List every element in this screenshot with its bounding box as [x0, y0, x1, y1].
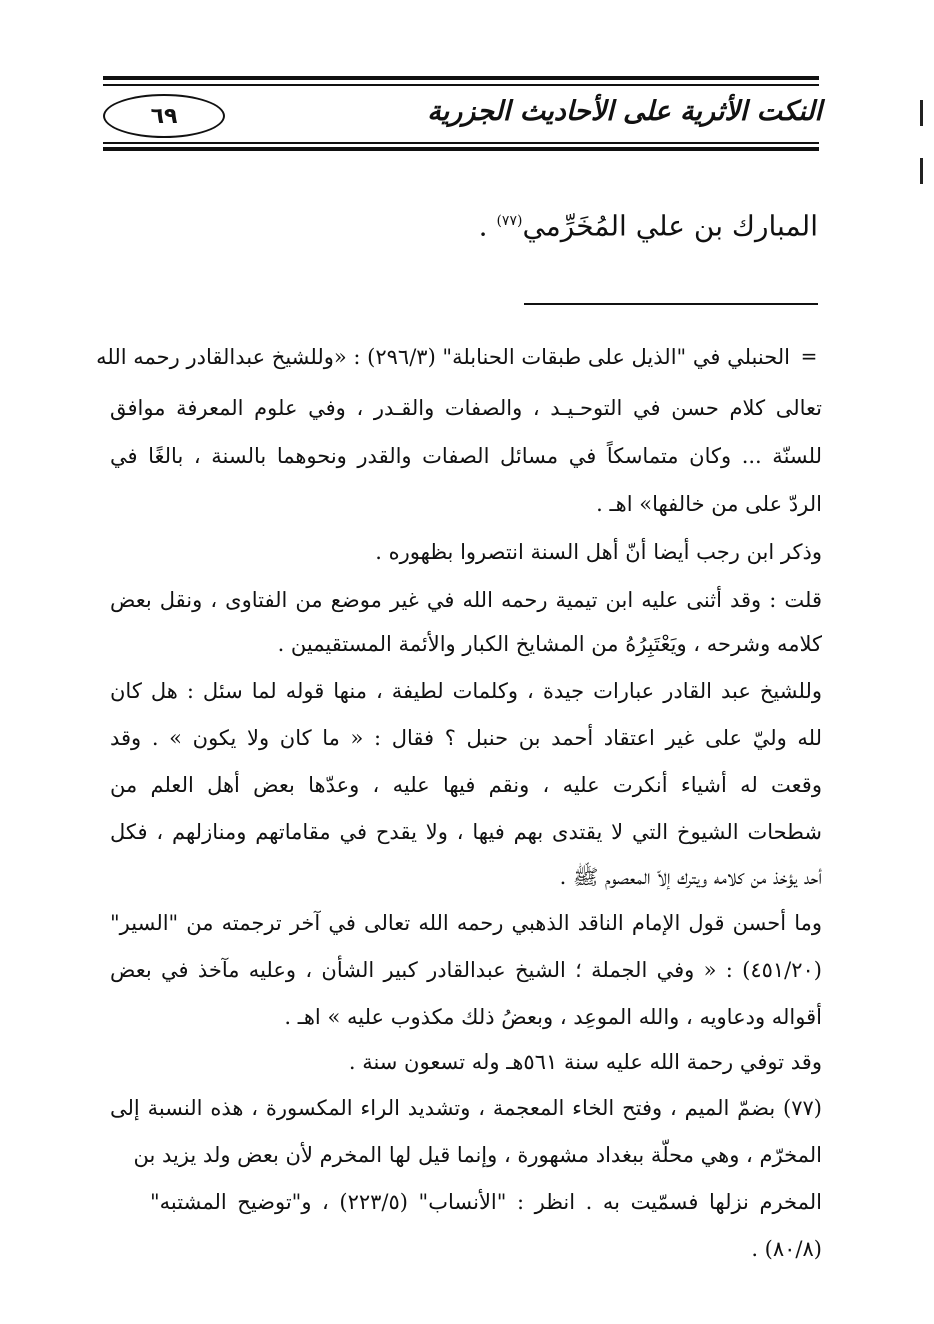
header-bottom-rule-thick	[103, 147, 819, 151]
page-number-oval	[103, 94, 225, 138]
body-line: الردّ على من خالفها» اهـ .	[596, 492, 822, 516]
body-line: وقعت له أشياء أنكرت عليه ، ونقم فيها عليه ، وعدّها بعض أهل العلم من	[110, 773, 822, 797]
body-line: كلامه وشرحه ، ويَعْتَبِرُهُ من المشايخ الكبار والأئمة المستقيمين .	[277, 632, 822, 656]
body-line: وللشيخ عبد القادر عبارات جيدة ، وكلمات لطيفة ، منها قوله لما سئل : هل كان	[110, 679, 822, 703]
body-line: وقد توفي رحمة الله عليه سنة ٥٦١هـ وله تسعون سنة .	[348, 1050, 822, 1074]
continuation-marker: =	[800, 344, 818, 368]
body-line: للسنّة ... وكان متماسكاً في مسائل الصفات والقدر ونحوهما بالسنة ، بالغًا في	[110, 444, 822, 468]
body-line: الحنبلي في "الذيل على طبقات الحنابلة" (٢٩٦/٣) : «وللشيخ عبدالقادر رحمه الله	[96, 345, 790, 369]
footnote-line: (٧٧) بضمّ الميم ، وفتح الخاء المعجمة ، وتشديد الراء المكسورة ، هذه النسبة إلى	[110, 1096, 822, 1120]
header-top-rule-thick	[103, 76, 819, 80]
body-line: (٤٥١/٢٠) : « وفي الجملة ؛ الشيخ عبدالقادر كبير الشأن ، وعليه مآخذ في بعض	[110, 958, 822, 982]
footnote-reference: (٧٧)	[496, 213, 523, 229]
footnote-line: (٨٠/٨) .	[751, 1237, 822, 1261]
body-line: أحد يؤخذ من كلامه ويترك إلاّ المعصوم ﷺ .	[559, 865, 822, 889]
header-top-rule-thin	[103, 84, 819, 86]
body-line: لله وليّ على غير اعتقاد أحمد بن حنبل ؟ فقال : « ما كان ولا يكون » . وقد	[110, 726, 822, 750]
body-line: وذكر ابن رجب أيضا أنّ أهل السنة انتصروا بظهوره .	[375, 540, 822, 564]
main-entry-tail: .	[478, 209, 497, 243]
main-entry-text: المبارك بن علي المُخَرِّمي	[522, 209, 818, 243]
body-line: تعالى كلام حسن في التوحـيـد ، والصفات والقـدر ، وفي علوم المعرفة موافق	[110, 396, 822, 420]
body-line: أقواله ودعاويه ، والله الموعِد ، وبعضُ ذلك مكذوب عليه » اهـ .	[284, 1005, 822, 1029]
footnote-line: المخرم نزلها فسمّيت به . انظر : "الأنساب" (٢٢٣/٥) ، و"توضيح المشتبه"	[150, 1190, 822, 1214]
body-line: قلت : وقد أثنى عليه ابن تيمية رحمه الله في غير موضع من الفتاوى ، ونقل بعض	[110, 588, 822, 612]
footnote-line: المخرّم ، وهي محلّة ببغداد مشهورة ، وإنما قيل لها المخرم لأن بعض ولد يزيد بن	[133, 1143, 822, 1167]
margin-mark	[920, 158, 923, 184]
page-number: ٦٩	[150, 103, 178, 129]
body-line: وما أحسن قول الإمام الناقد الذهبي رحمه الله تعالى في آخر ترجمته من "السير"	[110, 911, 822, 935]
footnote-separator-rule	[524, 303, 818, 305]
main-entry-line	[318, 200, 818, 247]
running-title: النكت الأثرية على الأحاديث الجزرية	[427, 96, 822, 127]
body-line: شطحات الشيوخ التي لا يقتدى بهم فيها ، ولا يقدح في مقاماتهم ومنازلهم ، فكل	[110, 820, 822, 844]
header-bottom-rule-thin	[103, 142, 819, 144]
margin-mark	[920, 100, 923, 126]
